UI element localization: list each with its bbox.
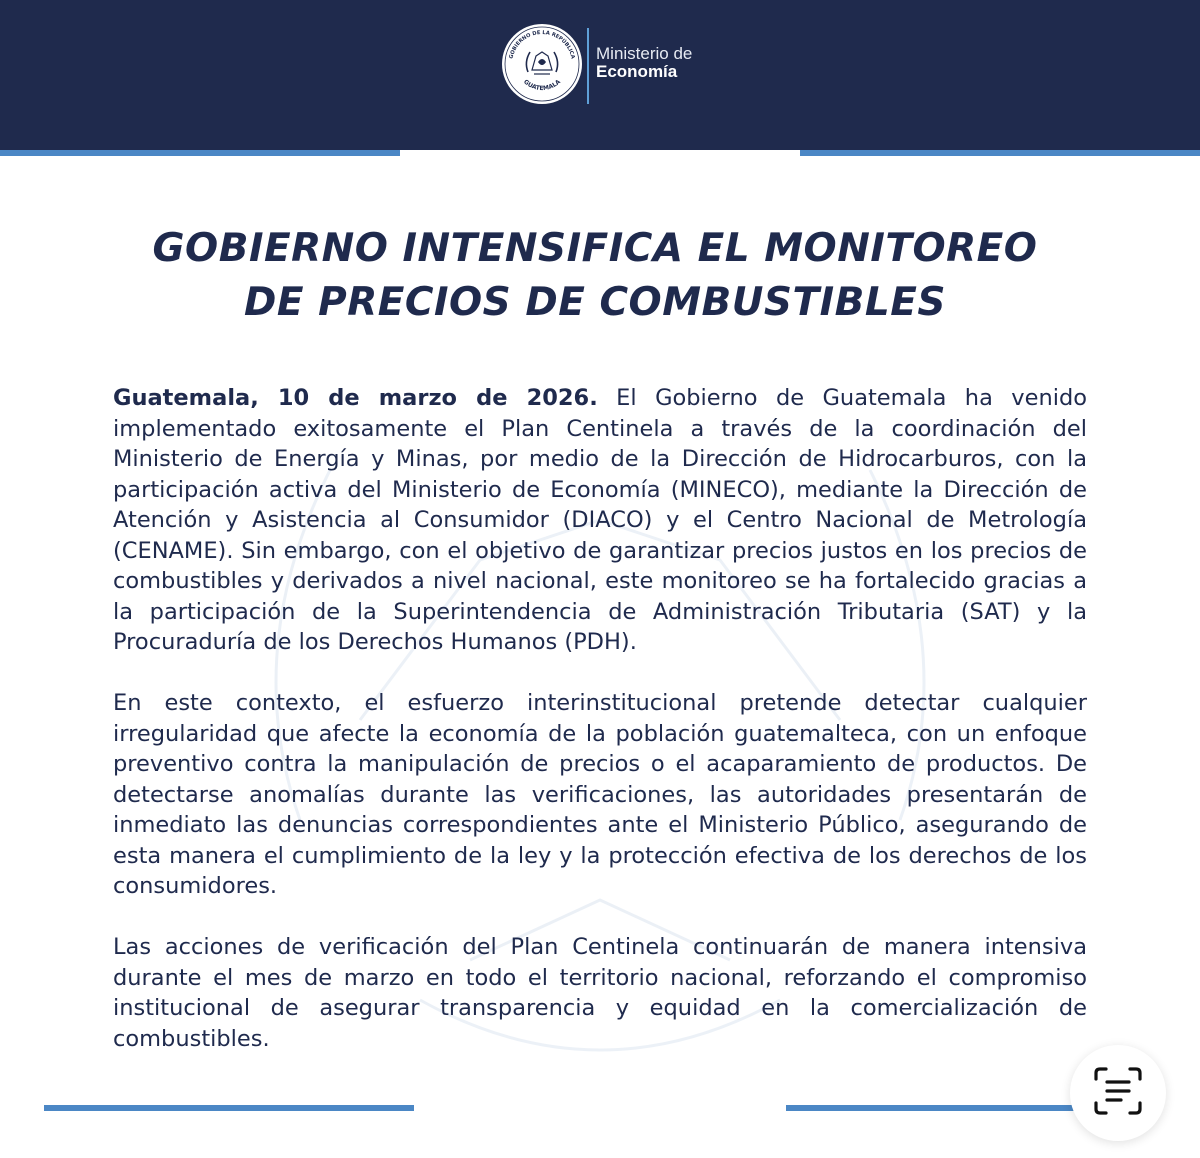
- accent-bar-bottom-left: [44, 1105, 414, 1111]
- accent-bar-top-right: [800, 150, 1200, 156]
- title-line2: DE PRECIOS DE COMBUSTIBLES: [244, 280, 946, 325]
- paragraph-1: [113, 383, 1087, 658]
- seal-text-top: GOBIERNO DE LA REPÚBLICA: [508, 29, 576, 60]
- page-title: [60, 222, 1130, 330]
- seal-text-bottom: GUATEMALA: [522, 78, 562, 93]
- accent-bar-top-left: [0, 150, 400, 156]
- accent-bar-bottom-right: [786, 1105, 1086, 1111]
- live-text-scan-button[interactable]: [1070, 1045, 1166, 1141]
- coat-of-arms-icon: [500, 22, 584, 106]
- paragraph-2: En este contexto, el esfuerzo interinstitucional pretende detectar cualquier irregularidad que afecte la economía de la población guatemalteca, con un enfoque preventivo contra la manipulación de precios o el acaparamiento de productos. De detectarse anomalías durante las verificaciones, las autoridades presentarán de inmediato las denuncias correspondientes ante el Ministerio Público, asegurando de esta manera el cumplimiento de la ley y la protección efectiva de los derechos de los consumidores.: [113, 690, 1087, 899]
- header-divider: [587, 28, 589, 104]
- ministry-name: [596, 45, 692, 81]
- dateline: Guatemala, 10 de marzo de 2026.: [113, 385, 598, 411]
- title-line1: GOBIERNO INTENSIFICA EL MONITOREO: [152, 226, 1038, 271]
- paragraph-3: Las acciones de verificación del Plan Centinela continuarán de manera intensiva durante el mes de marzo en todo el territorio nacional, reforzando el compromiso institucional de asegurar transparencia y equidad en la comercialización de combustibles.: [113, 934, 1087, 1052]
- ministry-line1: Ministerio de: [596, 44, 693, 63]
- header-banner: [0, 0, 1200, 150]
- ministry-line2: Economía: [596, 62, 678, 81]
- press-release-body: [113, 383, 1087, 1085]
- paragraph-1-text: El Gobierno de Guatemala ha venido implementado exitosamente el Plan Centinela a través de la coordinación del Ministerio de Energía y Minas, por medio de la Dirección de Hidrocarburos, con la participación activa del Ministerio de Economía (MINECO), mediante la Dirección de Atención y Asistencia al Consumidor (DIACO) y el Centro Nacional de Metrología (CENAME). Sin embargo, con el objetivo de garantizar precios justos en los precios de combustibles y derivados a nivel nacional, este monitoreo se ha fortalecido gracias a la participación de la Superintendencia de Administración Tributaria (SAT) y la Procuraduría de los Derechos Humanos (PDH).: [113, 385, 1087, 655]
- live-text-scan-icon: [1092, 1065, 1144, 1117]
